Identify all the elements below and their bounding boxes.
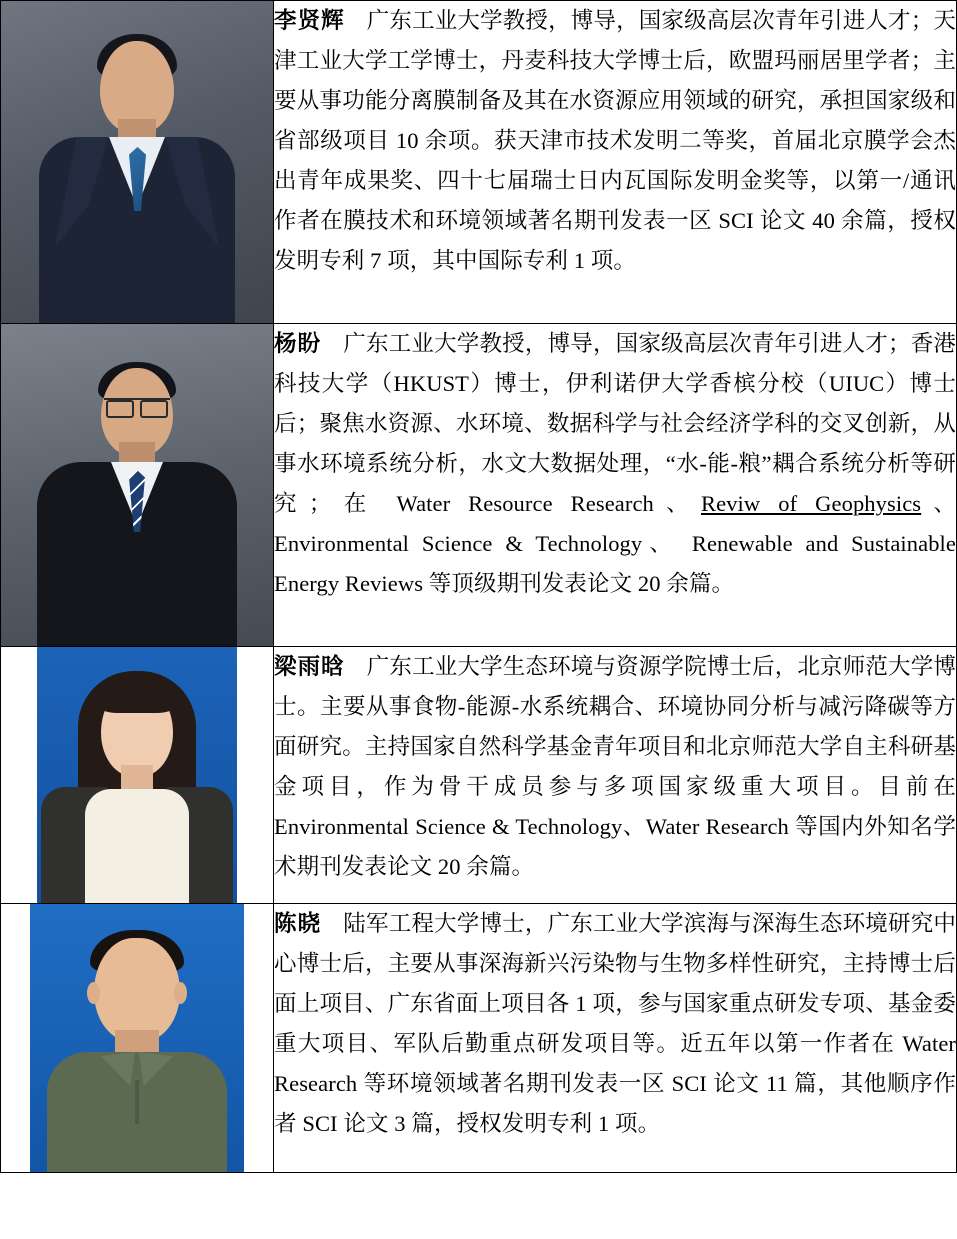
face-shape (94, 938, 180, 1042)
portrait-chen-xiao (30, 904, 244, 1172)
person-name: 梁雨晗 (274, 654, 345, 679)
bio-cell-liang-yuhan (274, 647, 957, 904)
bio-cell-chen-xiao (274, 904, 957, 1173)
bio-text-part-2: 、Environmental Science & Technology、 Renewable and Sustainable Energy Reviews 等顶级期刊发表论文 20 余篇。 (274, 491, 956, 596)
table-row (1, 1, 957, 324)
person-name: 李贤辉 (274, 8, 345, 33)
portrait-liang-yuhan (37, 647, 237, 903)
bio-text: 陆军工程大学博士，广东工业大学滨海与深海生态环境研究中心博士后，主要从事深海新兴污染物与生物多样性研究，主持博士后面上项目、广东省面上项目各 1 项，参与国家重点研发专项、基金委重大项目、军队后勤重点研发项目等。近五年以第一作者在 Water Research 等环境领域著名期刊发表一区 SCI 论文 11 篇，其他顺序作者 SCI 论文 3 篇，授权发明专利 1 项。 (274, 911, 956, 1136)
table-row (1, 324, 957, 647)
table-row (1, 647, 957, 904)
glasses-icon (104, 398, 170, 416)
person-name: 陈晓 (274, 911, 322, 936)
bio-cell-yang-pan (274, 324, 957, 647)
bio-text-underlined: Reviw of Geophysics (701, 491, 922, 516)
bio-text: 广东工业大学教授，博导，国家级高层次青年引进人才；天津工业大学工学博士，丹麦科技大学博士后，欧盟玛丽居里学者；主要从事功能分离膜制备及其在水资源应用领域的研究，承担国家级和省部级项目 10 余项。获天津市技术发明二等奖，首届北京膜学会杰出青年成果奖、四十七届瑞士日内瓦国际发明金奖等，以第一/通讯作者在膜技术和环境领域著名期刊发表一区 SCI 论文 40 余篇，授权发明专利 7 项，其中国际专利 1 项。 (274, 8, 956, 273)
table-row (1, 904, 957, 1173)
blouse-shape (85, 789, 189, 903)
bio-paragraph (274, 647, 956, 887)
bio-paragraph (274, 904, 956, 1144)
bio-text-part-1: 广东工业大学教授，博导，国家级高层次青年引进人才；香港科技大学（HKUST）博士，伊利诺伊大学香槟分校（UIUC）博士后；聚焦水资源、水环境、数据科学与社会经济学科的交叉创新，从事水环境系统分析，水文大数据处理，“水-能-粮”耦合系统分析等研究；在 Water Resource Research、 (274, 331, 956, 516)
ear-left-shape (87, 982, 100, 1004)
bio-text: 广东工业大学生态环境与资源学院博士后，北京师范大学博士。主要从事食物-能源-水系统耦合、环境协同分析与减污降碳等方面研究。主持国家自然科学基金青年项目和北京师范大学自主科研基金项目，作为骨干成员参与多项国家级重大项目。目前在 Environmental Science & Technology、Water Research 等国内外知名学术期刊发表论文 20 余篇。 (274, 654, 956, 879)
bio-paragraph (274, 324, 956, 604)
placket-shape (135, 1080, 139, 1124)
photo-cell-yang-pan (1, 324, 274, 647)
photo-cell-chen-xiao (1, 904, 274, 1173)
photo-cell-liang-yuhan (1, 647, 274, 904)
portrait-li-xianhui (1, 1, 273, 323)
ear-right-shape (174, 982, 187, 1004)
photo-cell-li-xianhui (1, 1, 274, 324)
person-name: 杨盼 (274, 331, 322, 356)
bio-cell-li-xianhui (274, 1, 957, 324)
bio-paragraph (274, 1, 956, 281)
portrait-yang-pan (1, 324, 273, 646)
